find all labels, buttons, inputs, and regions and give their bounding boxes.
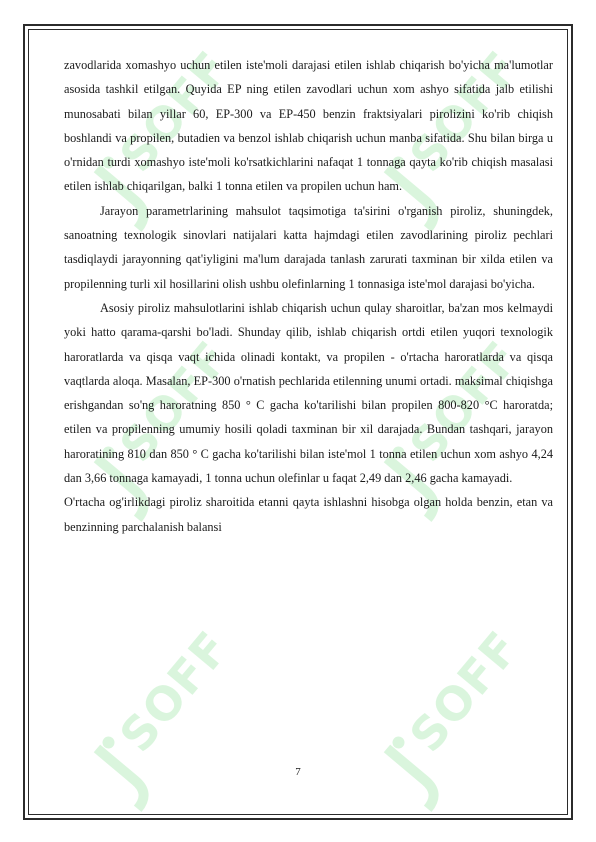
watermark-text: SOFF	[399, 330, 530, 473]
paragraph-4: O'rtacha og'irlikdagi piroliz sharoitida etanni qayta ishlashni hisobga olgan holda benzin, etan va benzinning parchalanish balansi	[64, 495, 553, 534]
watermark-text: SOFF	[109, 330, 240, 473]
paragraph-2: Jarayon parametrlarining mahsulot taqsimotiga ta'sirini o'rganish piroliz, shuningdek, sanoatning texnologik sinovlari natijalari katta hajmdagi etilen zavodlarining piroliz pechlari tasdiqlaydi jarayonning qat'iyligini ma'lum darajada tanlash zarurati taxminan bir xilda etilen va propilenning turli xil hosillarini olish ushbu olefinlarning 1 tonnasiga iste'mol darajasi bo'yicha.	[64, 203, 553, 291]
page-number: 7	[295, 766, 301, 778]
watermark-text: SOFF	[109, 40, 240, 183]
paragraph-3: Asosiy piroliz mahsulotlarini ishlab chiqarish uchun qulay sharoitlar, ba'zan mos kelmaydi yoki hatto qarama-qarshi bo'ladi. Shunday qilib, ishlab chiqarish ortdi etilen yuqori texnologik haroratlarda va qisqa vaqt ichida olinadi kontakt, va propilen - o'rtacha haroratlarda va qisqa vaqtlarda aloqa. Masalan, EP-300 o'rnatish pechlarida etilenning unumi ortadi. maksimal chiqishga erishgandan so'ng haroratning 850 ° C gacha ko'tarilishi bilan propilen 800-820 °C haroratda; etilen va propilenning umumiy hosili qoladi taxminan bir xil darajada. Bundan tashqari, jarayon haroratining 810 dan 850 ° C gacha ko'tarilishi bilan iste'mol 1 tonna etilen uchun xom ashyo 4,24 dan 3,66 tonnaga kamayadi, 1 tonna uchun olefinlar u faqat 2,49 dan 2,46 gacha kamayadi.	[64, 300, 553, 486]
watermark-text: SOFF	[399, 40, 530, 183]
watermark-text: SOFF	[399, 620, 530, 763]
paragraph-1: zavodlarida xomashyo uchun etilen iste'moli darajasi etilen ishlab chiqarish bo'yicha ma'lumotlar asosida tashkil etilgan. Quyida EP ning etilen zavodlari uchun xom ashyo sifatida jalb etilishi munosabati bilan yillar 60, EP-300 va EP-450 benzin fraktsiyalari pirolizini ko'rib chiqish boshlandi va propilen, butadien va benzol ishlab chiqarish uchun manba sifatida. Shu bilan birga u o'rnidan turdi xomashyo iste'moli ko'rsatkichlarini nafaqat 1 tonnaga qayta ko'rib chiqish masalasi etilen ishlab chiqarilgan, balki 1 tonna etilen va propilen uchun ham.	[64, 58, 553, 194]
watermark-text: SOFF	[109, 620, 240, 763]
document-body	[64, 53, 553, 539]
